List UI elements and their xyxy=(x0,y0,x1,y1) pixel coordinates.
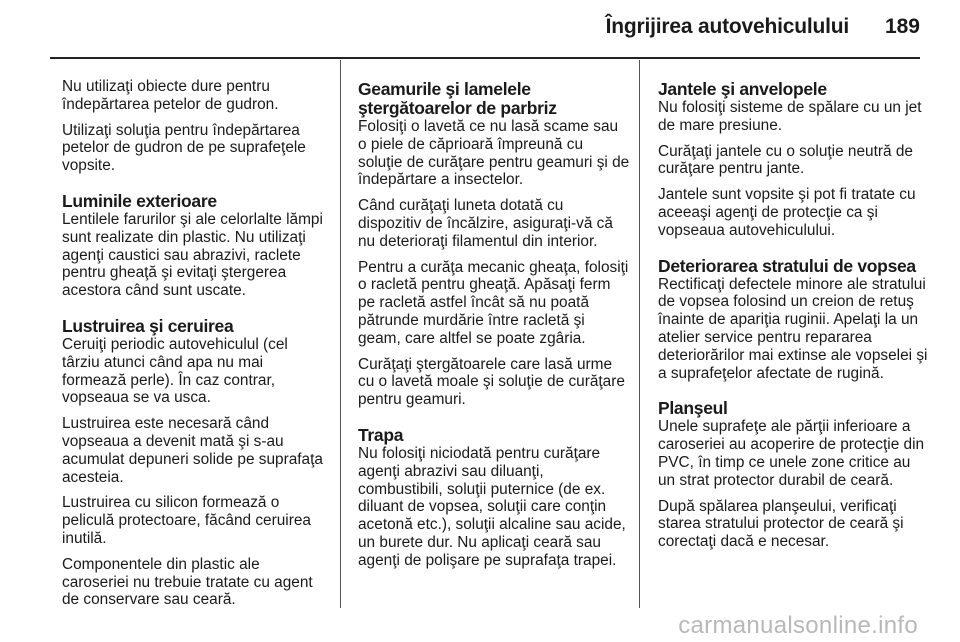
paragraph: Curăţaţi jantele cu o soluţie neutră de curăţare pentru jante. xyxy=(658,142,913,178)
column-middle xyxy=(340,60,630,608)
paragraph: Unele suprafeţe ale părţii inferioare a caroseriei au acoperire de protecţie din PVC, în timp ce unele zone critice au un strat protector durabil de ceară. xyxy=(658,418,925,489)
paragraph: Ceruiţi periodic autovehiculul (cel târziu atunci când apa nu mai formează perle). În caz contrar, vopseaua se va usca. xyxy=(62,335,288,407)
column-right xyxy=(639,60,931,608)
section-heading-paint-damage: Deteriorarea stratului de vopsea xyxy=(658,255,916,276)
paragraph: Când curăţaţi luneta dotată cu dispozitiv de încălzire, asiguraţi-vă că nu deterioraţi filamentul din interior. xyxy=(358,197,613,250)
page-header xyxy=(0,0,960,58)
paragraph: Nu folosiţi sisteme de spălare cu un jet de mare presiune. xyxy=(658,99,922,134)
paragraph: Rectificaţi defectele minore ale stratului de vopsea folosind un creion de retuş înainte de apariţia ruginii. Apelaţi la un atelier service pentru repararea deteriorărilor mai extinse ale vopselei şi a suprafeţelor afectate de rugină. xyxy=(658,275,928,382)
page-title: Îngrijirea autovehiculului xyxy=(605,15,849,38)
paragraph: Jantele sunt vopsite şi pot fi tratate cu aceeaşi agenţi de protecţie ca şi vopseaua autovehiculului. xyxy=(658,186,916,239)
paragraph: Lustruirea este necesară când vopseaua a devenit mată şi s-au acumulat depuneri solide pe suprafaţa acesteia. xyxy=(62,415,323,486)
section-heading-underbody: Planşeul xyxy=(658,398,728,419)
watermark: carmanualsonline.info xyxy=(678,612,918,639)
section-heading-exterior-lights: Luminile exterioare xyxy=(62,190,217,211)
section-heading-polishing-waxing: Lustruirea şi ceruirea xyxy=(62,315,234,336)
paragraph: Curăţaţi ştergătoarele care lasă urme cu o lavetă moale şi soluţie de curăţare pentru geamuri. xyxy=(358,355,625,409)
section-heading-windows-wipers: Geamurile şi lamelele ştergătoarelor de parbriz xyxy=(358,79,557,118)
section-heading-sunroof: Trapa xyxy=(358,424,404,445)
paragraph: Componentele din plastic ale caroseriei nu trebuie tratate cu agent de conservare sau ceară. xyxy=(62,555,313,609)
paragraph: Nu utilizaţi obiecte dure pentru îndepărtarea petelor de gudron. xyxy=(62,78,279,113)
paragraph: Nu folosiţi niciodată pentru curăţare agenţi abrazivi sau diluanţi, combustibili, soluţii puternice (de ex. diluant de vopsea, soluţii care conţin acetonă etc.), soluţii alcaline sau acide, un burete dur. Nu aplicaţi ceară sau agenţi de polişare pe suprafaţa trapei. xyxy=(358,444,626,569)
paragraph: Lustruirea cu silicon formează o peliculă protectoare, făcând ceruirea inutilă. xyxy=(62,494,311,547)
paragraph: Utilizaţi soluţia pentru îndepărtarea petelor de gudron de pe suprafeţele vopsite. xyxy=(62,121,306,175)
column-left xyxy=(62,60,327,608)
page-number: 189 xyxy=(884,15,920,38)
paragraph: Lentilele farurilor şi ale celorlalte lămpi sunt realizate din plastic. Nu utilizaţi agenţi caustici sau abrazivi, raclete pentru gheaţă şi evitaţi ştergerea acestora când sunt uscate. xyxy=(62,210,323,300)
paragraph: Pentru a curăţa mecanic gheaţa, folosiţi o racletă pentru gheaţă. Apăsaţi ferm pe racletă astfel încât să nu poată pătrunde murdărie între racletă şi geam, care altfel se poate zgâria. xyxy=(358,258,629,347)
section-heading-wheels-tyres: Jantele şi anvelopele xyxy=(658,79,827,99)
paragraph: După spălarea planşeului, verificaţi starea stratului protector de ceară şi corectaţi dacă e necesar. xyxy=(658,497,904,551)
header-divider xyxy=(50,57,920,59)
paragraph: Folosiţi o lavetă ce nu lasă scame sau o piele de căprioară împreună cu soluţie de curăţare pentru geamuri şi de îndepărtare a insectelor. xyxy=(358,118,630,189)
